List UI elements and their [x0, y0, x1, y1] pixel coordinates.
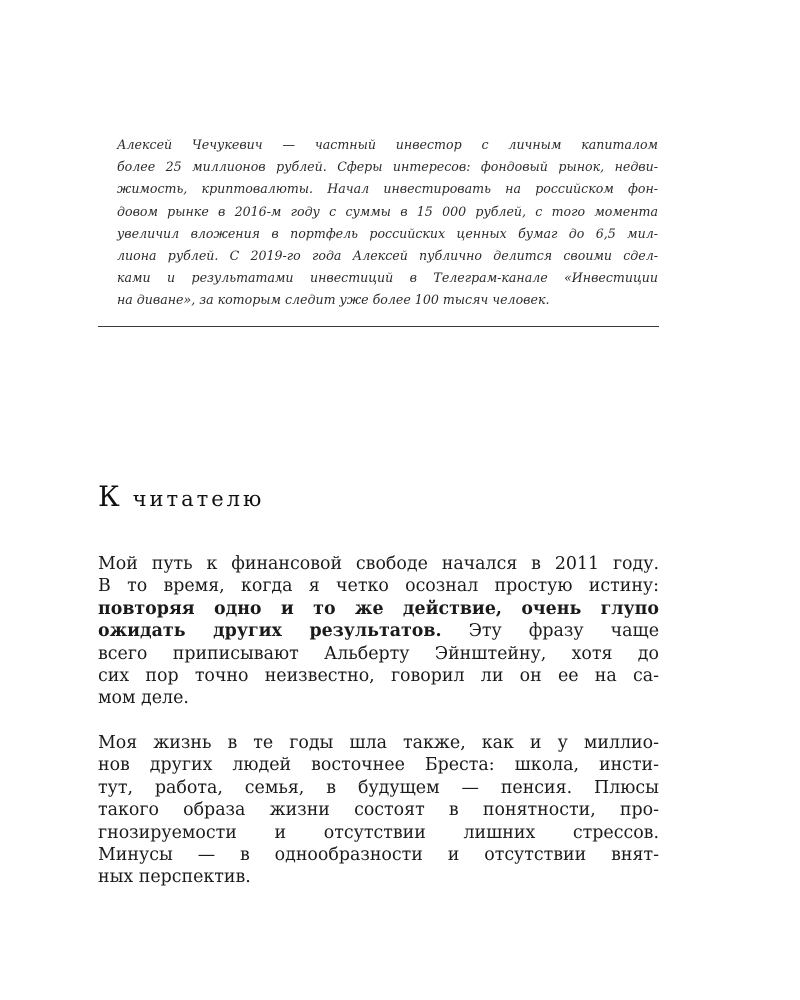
bio-line: жимость, криптовалюты. Начал инвестировать на российском фон-: [117, 181, 658, 197]
paragraph-line: всего приписывают Альберту Эйнштейну, хотя до: [98, 643, 659, 664]
paragraph-line: сих пор точно неизвестно, говорил ли он ее на са-: [98, 666, 659, 687]
paragraph-1: [98, 553, 659, 710]
bio-line: увеличил вложения в портфель российских ценных бумаг до 6,5 мил-: [117, 225, 658, 241]
paragraph-line: такого образа жизни состоят в понятности, про-: [98, 800, 659, 821]
bio-line: лиона рублей. С 2019-го года Алексей публично делится своими сдел-: [117, 248, 658, 264]
paragraph-line: [98, 620, 659, 642]
paragraph-line: Моя жизнь в те годы шла также, как и у миллио-: [98, 733, 659, 753]
bio-line: довом рынке в 2016-м году с суммы в 15 000 рублей, с того момента: [117, 203, 658, 219]
bio-line: Алексей Чечукевич — частный инвестор с личным капиталом: [117, 137, 658, 152]
author-bio: [117, 134, 658, 312]
chapter-heading: [98, 480, 264, 513]
paragraph-line: В то время, когда я четко осознал простую истину:: [98, 576, 659, 597]
paragraph-line: тут, работа, семья, в будущем — пенсия. Плюсы: [98, 777, 659, 798]
paragraph-line: гнозируемости и отсутствии лишних стрессов.: [98, 822, 659, 843]
paragraph-line: Минусы — в однообразности и отсутствии внят-: [98, 845, 659, 866]
bio-line: более 25 миллионов рублей. Сферы интересов: фондовый рынок, недви-: [117, 159, 658, 175]
heading-rest: читателю: [132, 487, 265, 511]
heading-initial: К: [98, 480, 122, 513]
paragraph-2: [98, 732, 659, 889]
phrase-rest: Эту фразу чаще: [441, 621, 659, 642]
bio-line: на диване», за которым следит уже более 100 тысяч человек.: [117, 292, 550, 308]
paragraph-line: мом деле.: [98, 688, 189, 709]
bio-line: ками и результатами инвестиций в Телеграм-канале «Инвестиции: [117, 270, 658, 286]
paragraph-line: нов других людей восточнее Бреста: школа, инсти-: [98, 755, 659, 776]
paragraph-line: ных перспектив.: [98, 867, 251, 888]
bold-phrase: ожидать других результатов.: [98, 621, 442, 642]
section-divider: [98, 326, 659, 327]
paragraph-line-bold: повторяя одно и то же действие, очень глупо: [98, 598, 659, 619]
paragraph-line: Мой путь к финансовой свободе начался в 2011 году.: [98, 554, 659, 574]
